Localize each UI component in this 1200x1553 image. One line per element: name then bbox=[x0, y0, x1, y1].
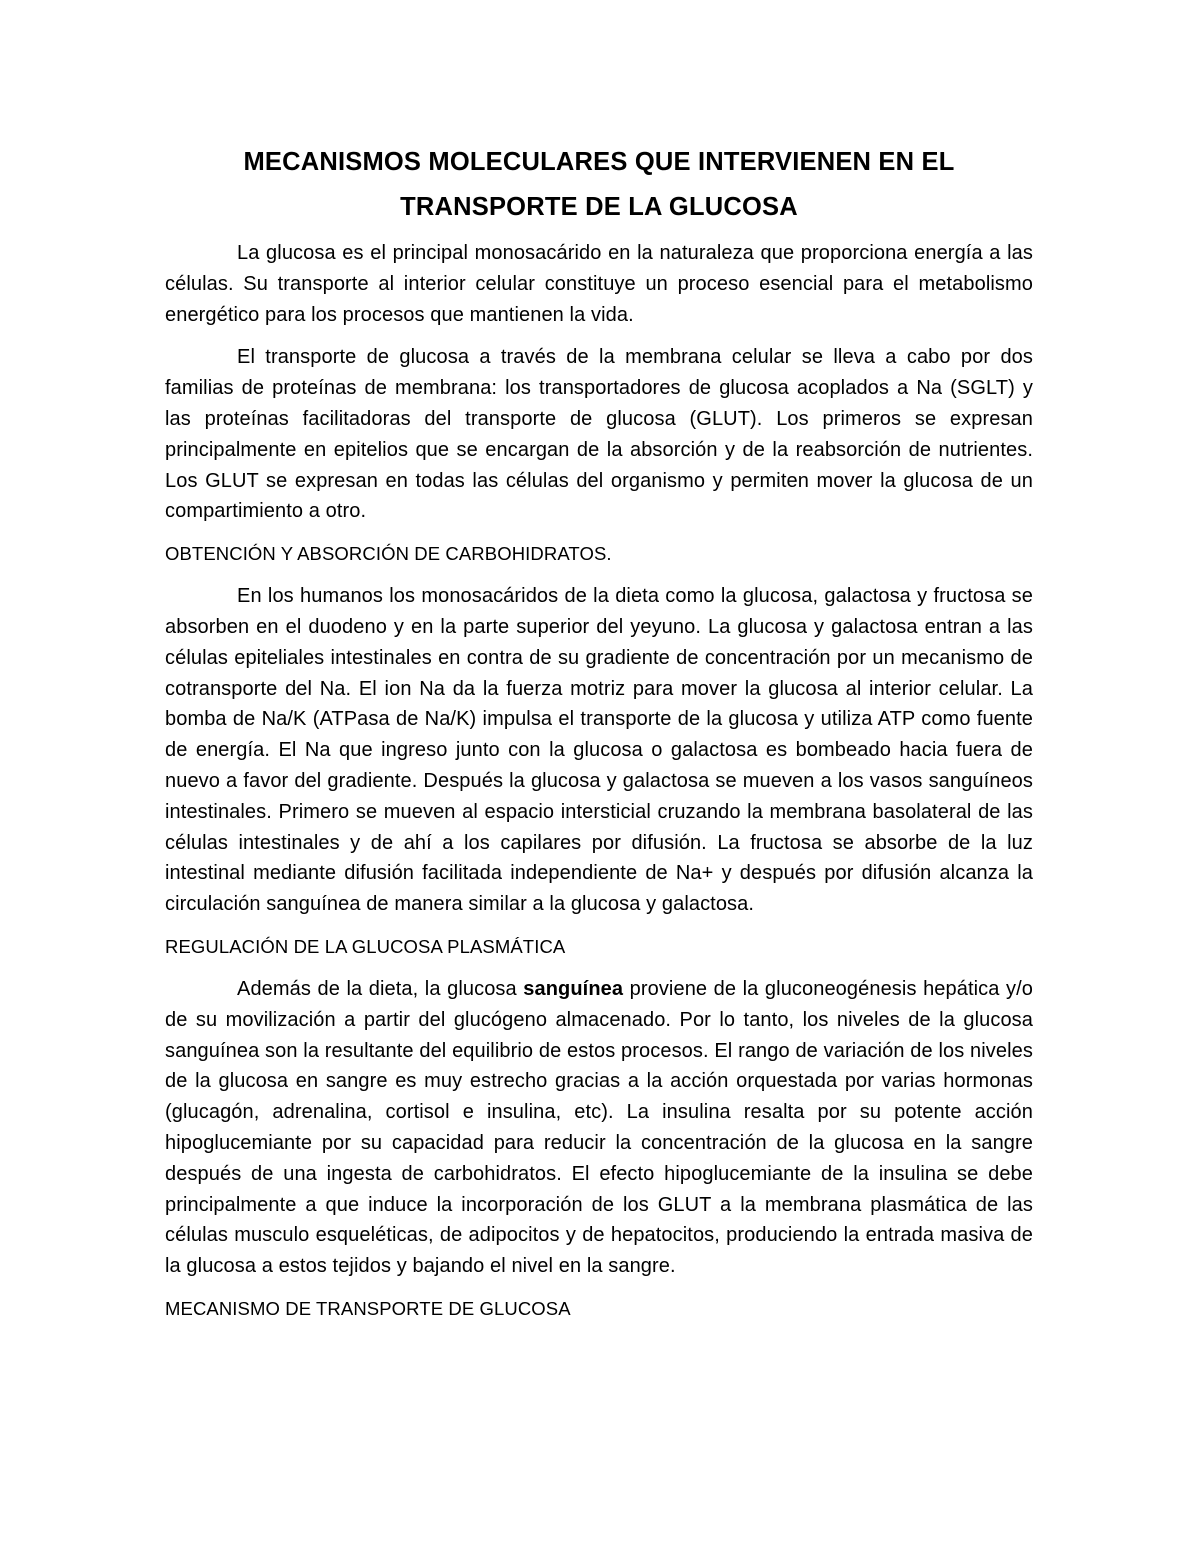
regulation-text-start: Además de la dieta, la glucosa bbox=[237, 977, 524, 1000]
document-page bbox=[165, 140, 1033, 1336]
regulation-text-end: proviene de la gluconeogénesis hepática y/o de su movilización a partir del glucógeno almacenado. Por lo tanto, los niveles de la glucosa sanguínea son la resultante del equilibrio de estos procesos. El rango de variación de los niveles de la glucosa en sangre es muy estrecho gracias a la acción orquestada por varias hormonas (glucagón, adrenalina, cortisol e insulina, etc). La insulina resalta por su potente acción hipoglucemiante por su capacidad para reducir la concentración de la glucosa en la sangre después de una ingesta de carbohidratos. El efecto hipoglucemiante de la insulina se debe principalmente a que induce la incorporación de los GLUT a la membrana plasmática de las células musculo esqueléticas, de adipocitos y de hepatocitos, produciendo la entrada masiva de la glucosa a estos tejidos y bajando el nivel en la sangre. bbox=[165, 977, 1033, 1278]
title-line-2: TRANSPORTE DE LA GLUCOSA bbox=[400, 193, 798, 221]
paragraph-absorption: En los humanos los monosacáridos de la dieta como la glucosa, galactosa y fructosa se absorben en el duodeno y en la parte superior del yeyuno. La glucosa y galactosa entran a las células epiteliales intestinales en contra de su gradiente de concentración por un mecanismo de cotransporte del Na. El ion Na da la fuerza motriz para mover la glucosa al interior celular. La bomba de Na/K (ATPasa de Na/K) impulsa el transporte de la glucosa y utiliza ATP como fuente de energía. El Na que ingreso junto con la glucosa o galactosa es bombeado hacia fuera de nuevo a favor del gradiente. Después la glucosa y galactosa se mueven a los vasos sanguíneos intestinales. Primero se mueven al espacio intersticial cruzando la membrana basolateral de las células intestinales y de ahí a los capilares por difusión. La fructosa se absorbe de la luz intestinal mediante difusión facilitada independiente de Na+ y después por difusión alcanza la circulación sanguínea de manera similar a la glucosa y galactosa. bbox=[165, 585, 1033, 916]
regulation-bold-word: sanguínea bbox=[523, 977, 624, 1000]
heading-regulation: REGULACIÓN DE LA GLUCOSA PLASMÁTICA bbox=[165, 935, 566, 957]
heading-absorption: OBTENCIÓN Y ABSORCIÓN DE CARBOHIDRATOS. bbox=[165, 543, 612, 565]
paragraph-regulation bbox=[165, 974, 1033, 1282]
document-title bbox=[165, 140, 1033, 230]
title-line-1: MECANISMOS MOLECULARES QUE INTERVIENEN EN EL bbox=[243, 148, 955, 176]
heading-mechanism: MECANISMO DE TRANSPORTE DE GLUCOSA bbox=[165, 1297, 571, 1319]
paragraph-families: El transporte de glucosa a través de la membrana celular se lleva a cabo por dos familias de proteínas de membrana: los transportadores de glucosa acoplados a Na (SGLT) y las proteínas facilitadoras del transporte de glucosa (GLUT). Los primeros se expresan principalmente en epitelios que se encargan de la absorción y de la reabsorción de nutrientes. Los GLUT se expresan en todas las células del organismo y permiten mover la glucosa de un compartimiento a otro. bbox=[165, 346, 1033, 523]
paragraph-intro: La glucosa es el principal monosacárido en la naturaleza que proporciona energía a las células. Su transporte al interior celular constituye un proceso esencial para el metabolismo energético para los procesos que mantienen la vida. bbox=[165, 242, 1033, 326]
